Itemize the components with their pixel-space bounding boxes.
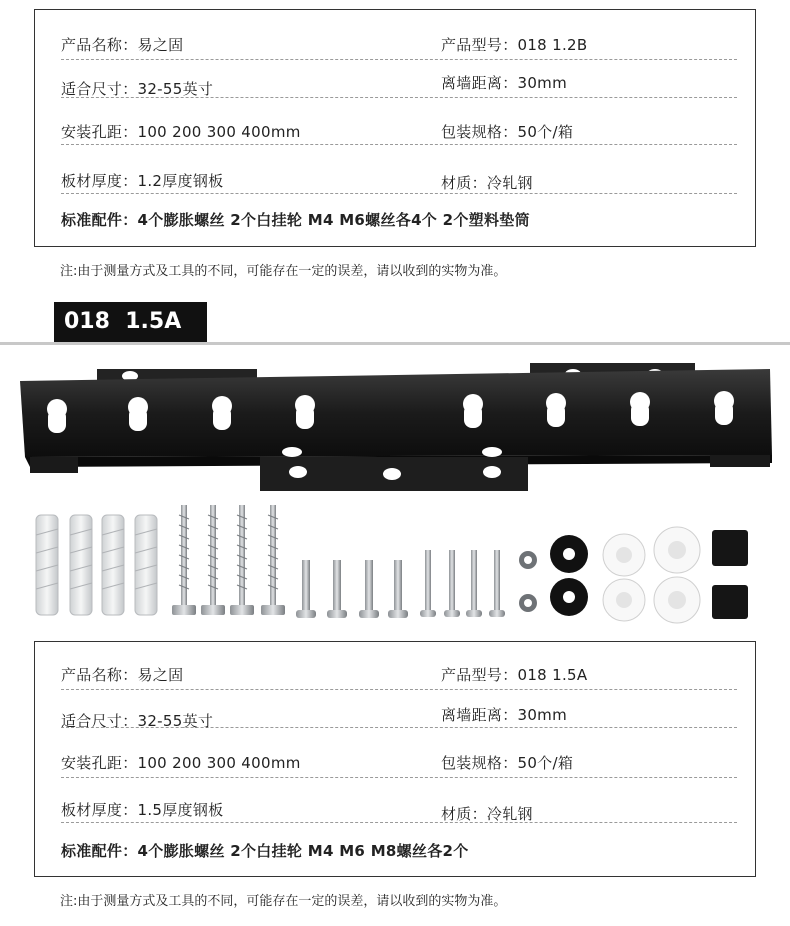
product-photo <box>0 345 790 635</box>
spec-row <box>61 787 737 823</box>
spec-packaging: 包装规格：50个/箱 <box>441 754 574 772</box>
spec-plate-thickness: 板材厚度：1.2厚度钢板 <box>61 172 224 190</box>
model-tag: 018 1.5A <box>54 302 207 342</box>
spec-model-number: 产品型号：018 1.2B <box>441 36 588 54</box>
machine-screws <box>296 550 505 618</box>
spec-row <box>61 692 737 728</box>
spec-row <box>61 200 737 236</box>
spec-wall-distance: 离墙距离：30mm <box>441 74 568 92</box>
disclaimer-note-1: 注:由于测量方式及工具的不同，可能存在一定的误差，请以收到的实物为准。 <box>60 264 507 279</box>
spec-row <box>61 158 737 194</box>
spec-accessories: 标准配件：4个膨胀螺丝 2个白挂轮 M4 M6螺丝各4个 2个塑料垫筒 <box>61 211 530 229</box>
spec-plate-thickness: 板材厚度：1.5厚度钢板 <box>61 801 224 819</box>
spec-wall-distance: 离墙距离：30mm <box>441 706 568 724</box>
spec-accessories: 标准配件：4个膨胀螺丝 2个白挂轮 M4 M6 M8螺丝各2个 <box>61 842 469 860</box>
wood-screws <box>172 505 285 615</box>
spec-hole-spacing: 安装孔距：100 200 300 400mm <box>61 123 301 141</box>
washers <box>519 551 537 612</box>
black-rubber-spacers <box>550 535 588 616</box>
spec-row <box>61 109 737 145</box>
spec-hole-spacing: 安装孔距：100 200 300 400mm <box>61 754 301 772</box>
product-illustration <box>0 345 790 635</box>
spec-row <box>61 832 737 868</box>
spec-fit-size: 适合尺寸：32-55英寸 <box>61 712 214 730</box>
disclaimer-note-2: 注:由于测量方式及工具的不同，可能存在一定的误差，请以收到的实物为准。 <box>60 894 507 909</box>
spec-packaging: 包装规格：50个/箱 <box>441 123 574 141</box>
spec-product-name: 产品名称：易之固 <box>61 36 184 54</box>
spec-row <box>61 62 737 98</box>
spec-row <box>61 654 737 690</box>
spec-product-name: 产品名称：易之固 <box>61 666 184 684</box>
white-spacers <box>603 527 700 623</box>
spec-material: 材质：冷轧钢 <box>441 174 533 192</box>
spec-row <box>61 24 737 60</box>
plastic-anchors <box>36 515 157 615</box>
black-square-caps <box>712 530 748 619</box>
spec-material: 材质：冷轧钢 <box>441 805 533 823</box>
spec-fit-size: 适合尺寸：32-55英寸 <box>61 80 214 98</box>
spec-table-1 <box>34 9 756 247</box>
spec-table-2 <box>34 641 756 877</box>
spec-row <box>61 742 737 778</box>
spec-model-number: 产品型号：018 1.5A <box>441 666 588 684</box>
